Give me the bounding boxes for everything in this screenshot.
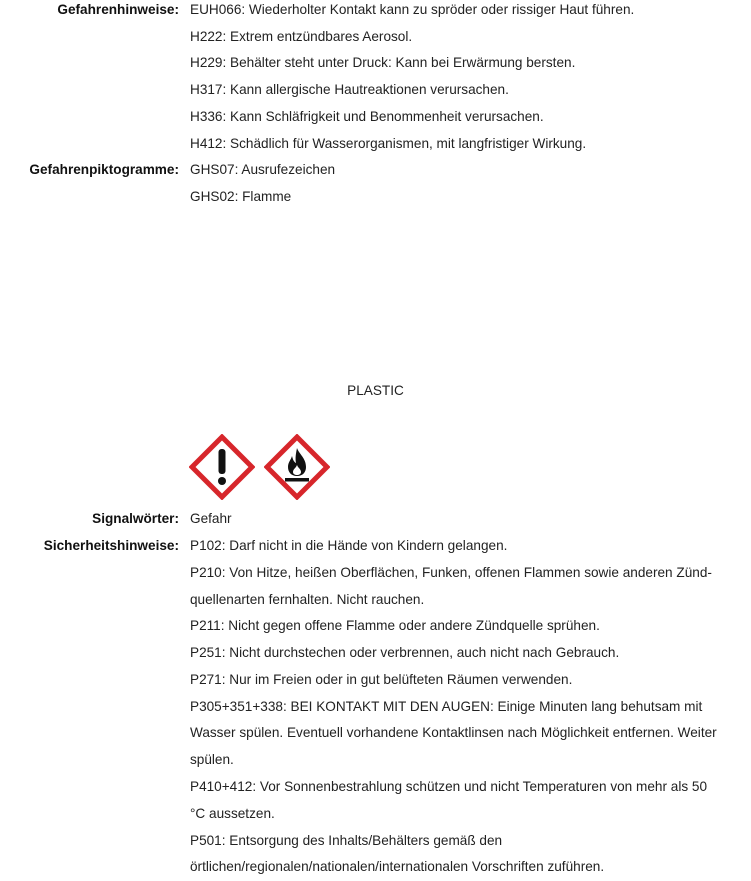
precautionary-line: °C aussetzen. bbox=[190, 806, 275, 821]
hazard-statements-label: Gefahrenhinweise: bbox=[57, 2, 179, 17]
material-label: PLASTIC bbox=[347, 383, 404, 398]
precautionary-line: P102: Darf nicht in die Hände von Kindern gelangen. bbox=[190, 538, 508, 553]
precautionary-line: P211: Nicht gegen offene Flamme oder andere Zündquelle sprühen. bbox=[190, 618, 600, 633]
precautionary-line: P210: Von Hitze, heißen Oberflächen, Funken, offenen Flammen sowie anderen Zünd- bbox=[190, 565, 712, 580]
precautionary-line: P501: Entsorgung des Inhalts/Behälters gemäß den bbox=[190, 833, 503, 848]
precautionary-line: Wasser spülen. Eventuell vorhandene Kontaktlinsen nach Möglichkeit entfernen. Weiter bbox=[190, 725, 717, 740]
precautionary-line: P251: Nicht durchstechen oder verbrennen, auch nicht nach Gebrauch. bbox=[190, 645, 620, 660]
precautionary-statements-label: Sicherheitshinweise: bbox=[43, 538, 179, 553]
hazard-statement-h229: H229: Behälter steht unter Druck: Kann bei Erwärmung bersten. bbox=[190, 55, 576, 70]
exclamation-mark-icon bbox=[189, 434, 255, 500]
signal-word-value: Gefahr bbox=[190, 511, 232, 526]
hazard-statement-euh066: EUH066: Wiederholter Kontakt kann zu spröder oder rissiger Haut führen. bbox=[190, 2, 635, 17]
precautionary-line: spülen. bbox=[190, 752, 234, 767]
pictogram-ghs02-text: GHS02: Flamme bbox=[190, 189, 292, 204]
precautionary-line: örtlichen/regionalen/nationalen/internationalen Vorschriften zuführen. bbox=[190, 859, 605, 874]
signal-word-label: Signalwörter: bbox=[92, 511, 179, 526]
hazard-statement-h412: H412: Schädlich für Wasserorganismen, mit langfristiger Wirkung. bbox=[190, 136, 587, 151]
precautionary-line: P410+412: Vor Sonnenbestrahlung schützen und nicht Temperaturen von mehr als 50 bbox=[190, 779, 708, 794]
pictogram-ghs07-text: GHS07: Ausrufezeichen bbox=[190, 162, 336, 177]
hazard-statement-h336: H336: Kann Schläfrigkeit und Benommenheit verursachen. bbox=[190, 109, 544, 124]
precautionary-line: P271: Nur im Freien oder in gut belüfteten Räumen verwenden. bbox=[190, 672, 573, 687]
precautionary-line: P305+351+338: BEI KONTAKT MIT DEN AUGEN: Einige Minuten lang behutsam mit bbox=[190, 699, 703, 714]
pictograms-label: Gefahrenpiktogramme: bbox=[29, 162, 179, 177]
precautionary-line: quellenarten fernhalten. Nicht rauchen. bbox=[190, 592, 425, 607]
hazard-statement-h317: H317: Kann allergische Hautreaktionen verursachen. bbox=[190, 82, 509, 97]
flame-icon bbox=[264, 434, 330, 500]
hazard-statement-h222: H222: Extrem entzündbares Aerosol. bbox=[190, 29, 413, 44]
